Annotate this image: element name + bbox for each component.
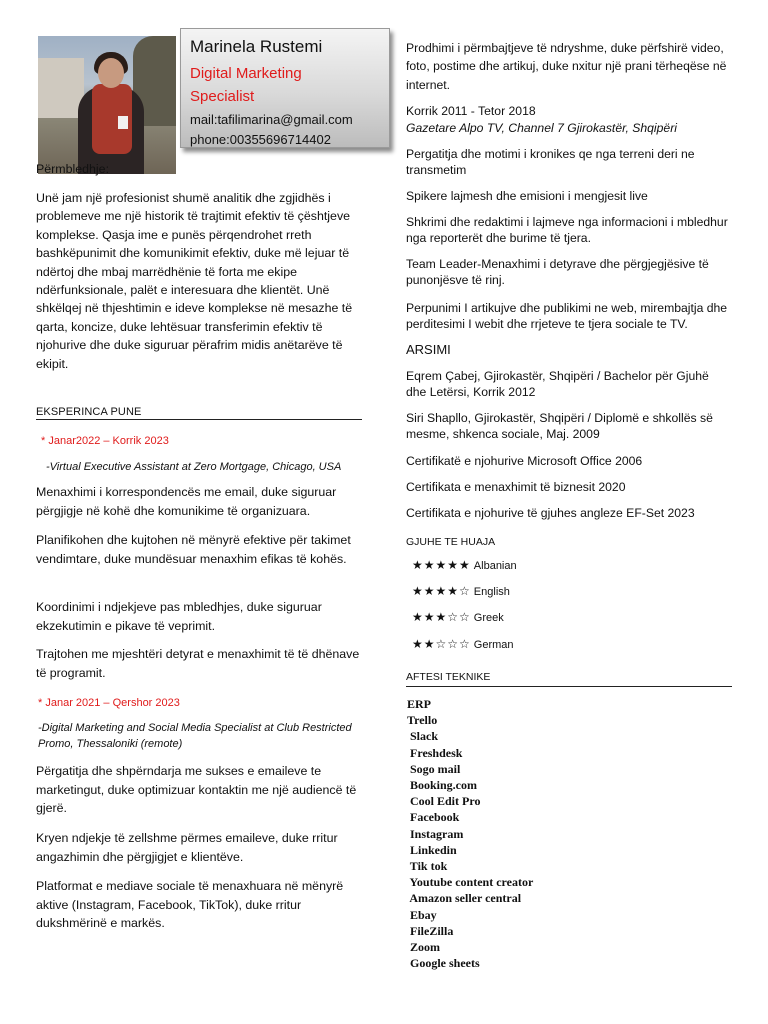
skill-item: Trello	[407, 713, 438, 728]
skill-item: ERP	[407, 697, 431, 711]
skill-item: Cool Edit Pro	[407, 794, 481, 809]
language-item	[412, 558, 517, 572]
skill-item: Google sheets	[407, 956, 480, 971]
job2-title: -Digital Marketing and Social Media Specialist at Club Restricted Promo, Thessaloniki (remote)	[38, 722, 352, 750]
job3-dates: Korrik 2011 - Tetor 2018	[406, 104, 536, 118]
education-item: Certifikatë e njohurive Microsoft Office 2006	[406, 454, 643, 468]
job3-title: Gazetare Alpo TV, Channel 7 Gjirokastër, Shqipëri	[406, 121, 677, 135]
skill-item: Tik tok	[407, 859, 448, 874]
languages-heading: GJUHE TE HUAJA	[406, 536, 496, 548]
phone-text: phone:00355696714402	[190, 132, 331, 147]
job1-item: Koordinimi i ndjekjeve pas mbledhjes, duke siguruar ekzekutimin e pikave të veprimit.	[36, 600, 322, 633]
person-name: Marinela Rustemi	[190, 37, 323, 56]
skill-item: FileZilla	[407, 923, 454, 938]
skill-item: Freshdesk	[407, 745, 463, 760]
job2-item: Kryen ndjekje të zellshme përmes emaileve, duke rritur angazhimin dhe përgjigjet e klientëve.	[36, 831, 338, 864]
skill-item: Sogo mail	[407, 761, 461, 776]
job2-item: Përgatitja dhe shpërndarja me sukses e emaileve te marketingut, duke optimizuar kontaktin me një audiencë të gjerë.	[36, 764, 357, 816]
job1-dates: * Janar2022 – Korrik 2023	[41, 435, 169, 447]
job3-item: Team Leader-Menaxhimi i detyrave dhe përgjegjësive të punonjësve të rinj.	[406, 257, 709, 287]
education-item: Siri Shapllo, Gjirokastër, Shqipëri / Diplomë e shkollës së mesme, shkenca sociale, Maj. 2009	[406, 411, 713, 441]
job3-item: Shkrimi dhe redaktimi i lajmeve nga informacioni i mbledhur nga reporterët dhe burime të tjera.	[406, 215, 728, 245]
education-item: Certifikata e menaxhimit të biznesit 2020	[406, 480, 626, 494]
skill-item: Booking.com	[407, 778, 478, 793]
language-item	[412, 637, 514, 651]
section-divider	[36, 419, 362, 420]
skill-item: Facebook	[407, 810, 460, 825]
language-item	[412, 610, 504, 624]
skill-item: Linkedin	[407, 842, 457, 857]
summary-text: Unë jam një profesionist shumë analitik dhe zgjidhës i problemeve me një historik të trajtimit efektiv të çështjeve komplekse. Qasja ime e punës përqendrohet rreth bashkëpunimit dhe komunikimit efektiv, duke më lejuar të ndërtoj dhe mbaj marrëdhënie të forta me ekipe ndërfunksionale, palët e interesuara dhe klientët. Unë shkëlqej në thjeshtimin e ideve komplekse në mesazhe të qarta, koncize, duke lehtësuar transferimin efektiv të njohurive dhe duke siguruar përafrim midis anëtarëve të ekipit.	[36, 191, 353, 371]
job-title	[190, 62, 380, 108]
education-item: Eqrem Çabej, Gjirokastër, Shqipëri / Bachelor për Gjuhë dhe Letërsi, Korrik 2012	[406, 369, 709, 399]
skill-item: Ebay	[407, 907, 437, 922]
job-title-line2: Specialist	[190, 88, 255, 105]
skills-heading: AFTESI TEKNIKE	[406, 671, 491, 683]
job2-item: Platformat e mediave sociale të menaxhuara në mënyrë aktive (Instagram, Facebook, TikTok), duke rritur dukshmërinë e markës.	[36, 879, 344, 931]
header-card	[180, 28, 390, 148]
skill-item: Zoom	[407, 940, 440, 955]
language-name: German	[473, 639, 514, 651]
profile-photo	[38, 36, 176, 174]
job2-dates: * Janar 2021 – Qershor 2023	[38, 697, 180, 709]
rating-stars-icon: ★★★☆☆	[412, 610, 471, 624]
skill-item: Youtube content creator	[407, 875, 534, 890]
job3-item: Pergatitja dhe motimi i kronikes qe nga terreni deri ne transmetim	[406, 147, 695, 177]
rating-stars-icon: ★★☆☆☆	[412, 637, 471, 651]
language-name: Albanian	[473, 560, 517, 572]
education-item: Certifikata e njohurive të gjuhes angleze EF-Set 2023	[406, 506, 695, 520]
education-heading: ARSIMI	[406, 342, 451, 357]
contact-info	[190, 110, 353, 148]
rating-stars-icon: ★★★★★	[412, 558, 471, 572]
job3-item: Spikere lajmesh dhe emisioni i mengjesit live	[406, 189, 648, 203]
job1-item: Planifikohen dhe kujtohen në mënyrë efektive për takimet vendimtare, duke mundësuar menaxhim efikas të kohës.	[36, 533, 351, 566]
job1-item: Trajtohen me mjeshtëri detyrat e menaxhimit të të dhënave të programit.	[36, 647, 360, 680]
job3-item: Perpunimi I artikujve dhe publikimi ne web, mirembajtja dhe perditesimi I webit dhe rrjeteve te tjera sociale te TV.	[406, 301, 728, 331]
rating-stars-icon: ★★★★☆	[412, 584, 471, 598]
skill-item: Slack	[407, 729, 439, 744]
skill-item: Instagram	[407, 826, 464, 841]
section-divider	[406, 686, 732, 687]
job1-item: Menaxhimi i korrespondencës me email, duke siguruar përgjigje në kohë dhe komunikime të organizuara.	[36, 485, 337, 518]
experience-heading: EKSPERINCA PUNE	[36, 406, 142, 418]
language-name: English	[473, 586, 510, 598]
language-name: Greek	[473, 612, 504, 624]
skills-list	[407, 696, 607, 971]
skill-item: Amazon seller central	[407, 891, 522, 906]
summary-heading: Përmbledhje:	[36, 162, 110, 176]
language-item	[412, 584, 510, 598]
email-text: mail:tafilimarina@gmail.com	[190, 112, 353, 127]
job2-continued: Prodhimi i përmbajtjeve të ndryshme, duke përfshirë video, foto, postime dhe artikuj, duke nxitur një prani tërheqëse në internet.	[406, 41, 727, 92]
job1-title: -Virtual Executive Assistant at Zero Mortgage, Chicago, USA	[46, 461, 342, 473]
job-title-line1: Digital Marketing	[190, 65, 302, 82]
